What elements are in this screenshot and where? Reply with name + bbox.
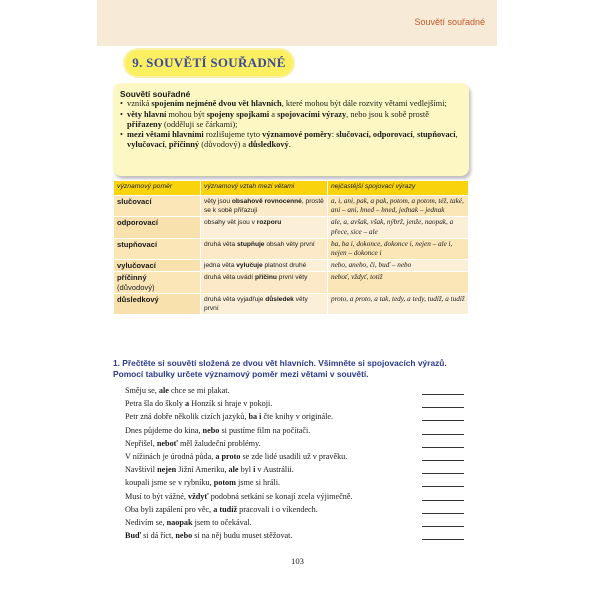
list-item: [125, 424, 470, 437]
text-bold: spojeny spojkami: [206, 109, 270, 119]
conjunctions-cell: a, i, ani, pak, a pak, potom, a potom, též, také, ani – ani, hned – hned, jednak – jednak: [328, 196, 469, 217]
text: druhá věta: [204, 240, 237, 248]
list-item: [125, 516, 470, 529]
text: Navštívil: [125, 465, 158, 475]
answer-blank[interactable]: [422, 500, 464, 501]
text: , nebo jsou k sobě prostě: [346, 109, 429, 119]
relation-name: důsledkový: [117, 294, 159, 304]
answer-blank[interactable]: [422, 447, 464, 448]
text: si pustíme film na počítači.: [219, 425, 311, 435]
text: jsem to očekával.: [192, 518, 252, 528]
conjunction: neboť: [156, 438, 178, 448]
text: druhá věta vyjadřuje: [204, 295, 266, 303]
list-item: [125, 490, 470, 503]
conjunctions-cell: neboť, vždyť, totiž: [328, 272, 469, 293]
conjunction: potom: [213, 478, 236, 488]
text: platnost druhé: [262, 262, 307, 270]
relation-meaning-cell: [201, 293, 328, 314]
text: jsme si hráli.: [235, 478, 281, 488]
page-header-band: [97, 0, 497, 46]
chapter-banner: [125, 50, 293, 76]
text: obsah věty první: [264, 240, 315, 248]
conjunction: ale: [228, 465, 239, 475]
conjunctions-cell: ba, ba i, dokonce, dokonce i, nejen – ale i, nejen – dokonce i: [328, 238, 469, 259]
relation-name-cell: [114, 238, 201, 259]
relation-name-sub: (důvodový): [117, 282, 155, 292]
relation-name: stupňovací: [117, 239, 158, 249]
chapter-title: 9. SOUVĚTÍ SOUŘADNÉ: [132, 55, 286, 70]
exercise-list: [125, 384, 470, 542]
section-running-title: Souvětí souřadné: [414, 17, 485, 27]
conjunctions-cell: nebo, anebo, či, buď – nebo: [328, 260, 469, 272]
text: se zde lidé usadili už v pravěku.: [240, 452, 348, 462]
text: Směju se,: [125, 386, 159, 395]
text: ,: [455, 130, 458, 140]
text: , prostě se k sobě přiřazují: [204, 198, 324, 215]
list-item: [125, 529, 470, 542]
text: Jižní Ameriku,: [176, 465, 229, 475]
text: Honzík si hraje v pokoji.: [189, 399, 273, 409]
rule-bullet-1: [120, 99, 463, 109]
text-bold: slučovací: [336, 130, 369, 140]
text: ,: [164, 140, 169, 150]
text: druhá věta uvádí: [204, 274, 255, 282]
text: mohou být: [166, 109, 207, 119]
text: podobná setkání se konají zcela výjimečně.: [208, 491, 353, 501]
relation-meaning-cell: [201, 238, 328, 259]
exercise-title: 1. Přečtěte si souvětí složená ze dvou vět hlavních. Všimněte si spojovacích výrazů. Pomocí tabulky určete významový poměr mezi větami v souvětí.: [113, 358, 447, 379]
list-item: [125, 384, 470, 397]
text: čte knihy v originále.: [261, 412, 334, 422]
text-bold: spojením nejméně dvou vět hlavních: [151, 99, 282, 109]
conjunctions-cell: proto, a proto, a tak, tedy, a tedy, tudíž, a tudíž: [328, 293, 469, 314]
text: a: [269, 109, 278, 119]
col-header-relation: významový poměr: [114, 181, 201, 196]
relation-meaning-cell: [201, 217, 328, 238]
conjunction: i: [253, 465, 256, 475]
conjunction: naopak: [166, 518, 193, 528]
relation-name-cell: [114, 260, 201, 272]
table-row: [114, 238, 469, 259]
answer-blank[interactable]: [422, 473, 464, 474]
list-item: [125, 397, 470, 410]
conjunction: a: [185, 399, 190, 409]
relation-name: vylučovací: [117, 261, 156, 271]
relation-meaning-cell: [201, 196, 328, 217]
conjunction: nebo: [202, 425, 220, 435]
list-item: [125, 463, 470, 476]
text: Petr zná dobře několik cizích jazyků,: [125, 412, 249, 422]
conjunction: ba i: [248, 412, 262, 422]
text: rozlišujeme tyto: [203, 130, 263, 140]
text: Dnes půjdeme do kina,: [125, 425, 203, 435]
text: pracovali i o víkendech.: [237, 504, 318, 514]
list-item: [125, 503, 470, 516]
table-row: [114, 196, 469, 217]
table-row: [114, 272, 469, 293]
conjunction: a proto: [215, 452, 241, 462]
rule-title: Souvětí souřadné: [120, 89, 191, 99]
text-bold: vylučovací: [127, 140, 165, 150]
conjunction: ale: [158, 386, 169, 395]
text-bold: důsledek: [265, 295, 294, 303]
text: , které mohou být dále rozvity větami vedlejšími;: [281, 99, 447, 109]
conjunction: nejen: [157, 465, 177, 475]
table-row: [114, 217, 469, 238]
text: Nedivím se,: [125, 518, 167, 528]
answer-blank[interactable]: [422, 486, 464, 487]
conjunction: vždyť: [188, 491, 209, 501]
table-row: [114, 293, 469, 314]
relation-name: odporovací: [117, 218, 158, 228]
relation-name: slučovací: [117, 197, 152, 206]
answer-blank[interactable]: [422, 539, 464, 540]
text-bold: důsledkový: [248, 140, 289, 150]
text-bold: rozporu: [256, 219, 282, 227]
conjunctions-cell: ale, a, avšak, však, nýbrž, jenže, naopak, a přece, sice – ale: [328, 217, 469, 238]
rule-box: [113, 83, 469, 176]
relation-meaning-cell: [201, 260, 328, 272]
text-bold: vylučuje: [236, 262, 263, 270]
text-bold: , odporovací: [368, 130, 413, 140]
conjunction: nebo: [175, 531, 193, 541]
col-header-conjunctions: nejčastější spojovací výrazy: [328, 181, 469, 196]
list-item: [125, 476, 470, 489]
relation-meaning-cell: [201, 272, 328, 293]
answer-blank[interactable]: [422, 394, 464, 395]
text: v Austrálii.: [255, 465, 294, 475]
text: obsahy vět jsou v: [204, 219, 257, 227]
answer-blank[interactable]: [422, 434, 464, 435]
col-header-meaning: významový vztah mezi větami: [201, 181, 328, 196]
text: (důvodový) a: [199, 140, 249, 150]
list-item: [125, 450, 470, 463]
text: Petra šla do školy: [125, 399, 186, 409]
text: Oba byli zapálení pro věc,: [125, 504, 214, 514]
relation-name: příčinný: [117, 273, 147, 283]
text-bold: přiřazeny: [127, 119, 162, 129]
text: si na něj budu muset stěžovat.: [192, 531, 293, 541]
text-bold: spojovacími výrazy: [277, 109, 347, 119]
text-bold: mezi větami hlavními: [127, 130, 204, 140]
text-bold: stupňuje: [237, 240, 265, 248]
answer-blank[interactable]: [422, 526, 464, 527]
relation-name-cell: [114, 196, 201, 217]
answer-blank[interactable]: [422, 513, 464, 514]
text: věty první: [204, 295, 308, 313]
text: první věty: [276, 274, 308, 282]
list-item: [125, 437, 470, 450]
text: si dá říct,: [141, 531, 176, 541]
answer-blank[interactable]: [422, 460, 464, 461]
answer-blank[interactable]: [422, 407, 464, 408]
list-item: [125, 410, 470, 423]
relations-table: [113, 180, 469, 315]
text: věty jsou: [204, 198, 232, 205]
rule-bullet-2: [120, 110, 463, 131]
page-number: 103: [291, 556, 304, 566]
text: :: [331, 130, 337, 140]
rule-content: [120, 89, 463, 151]
text: Nepřišel,: [125, 438, 157, 448]
text: byl: [238, 465, 254, 475]
table-row: [114, 260, 469, 272]
table-header-row: [114, 181, 469, 196]
text: chce se mi plakat.: [168, 386, 230, 395]
text-bold: významové poměry: [262, 130, 332, 140]
relation-name-cell: [114, 272, 201, 293]
text-bold: obsahově rovnocenné: [231, 198, 302, 205]
relation-name-cell: [114, 293, 201, 314]
text: .: [288, 140, 291, 150]
relation-name-cell: [114, 217, 201, 238]
text: V nížinách je úrodná půda,: [125, 452, 216, 462]
answer-blank[interactable]: [422, 420, 464, 421]
text: ,: [412, 130, 417, 140]
text-bold: stupňovací: [416, 130, 456, 140]
text: jedna věta: [204, 262, 237, 270]
text-bold: věty hlavní: [127, 109, 167, 119]
text: (odděluji se čárkami);: [161, 119, 238, 129]
conjunction: Buď: [125, 531, 142, 541]
text: Musí to být vážné,: [125, 491, 188, 501]
text: měl žaludeční problémy.: [177, 438, 261, 448]
rule-bullet-3: [120, 130, 463, 151]
conjunction: a tudíž: [213, 504, 238, 514]
text: vzniká: [127, 99, 152, 109]
text-bold: příčinný: [168, 140, 200, 150]
text-bold: příčinu: [254, 274, 277, 282]
text: koupali jsme se v rybníku,: [125, 478, 214, 488]
